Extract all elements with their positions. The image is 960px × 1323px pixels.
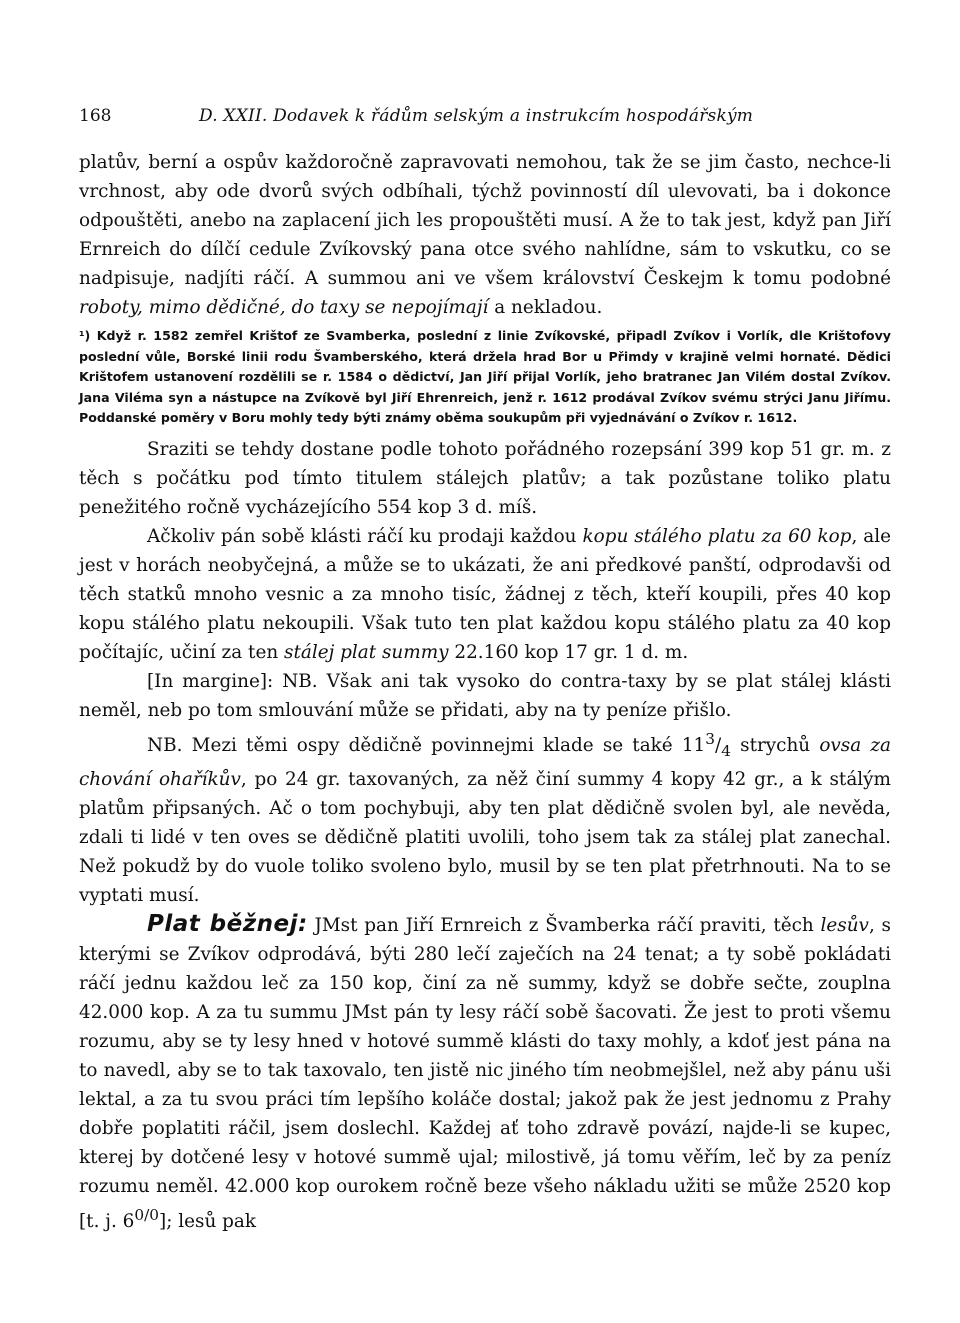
paragraph-plat-beznej [79,910,891,1236]
text-span: platův, berní a ospův každoročně zapravovati nemohou, tak že se jim často, nechce-li vrchnost, aby ode dvorů svých odbíhali, týchž povinností díl ulevovati, ba i dokonce odpouštěti, anebo na zaplacení jich les propouštěti musí. A že to tak jest, když pan Jiří Ernreich do dílčí cedule Zvíkovský pana otce svého nahlídne, sám to vskutku, co se nadpisuje, nadjíti ráčí. A summou ani ve všem království Českejm k tomu podobné [79,152,891,289]
paragraph-intro [79,148,891,322]
footnote-mark: ¹) [79,328,91,343]
italic-span: kopu stálého platu za 60 kop [582,525,852,547]
text-span: , s kterými se Zvíkov odprodává, býti 280 lečí zaječích na 24 tenat; a ty sobě pokládati ráčí jednu každou leč za 150 kop, činí za ně summy, když se dobře sečte, zouplna 42.000 kop. A za tu summu JMst pán ty lesy ráčí sobě šacovati. Že jest to proti všemu rozumu, aby se ty lesy hned v hotové summě klásti do taxy mohly, a kdoť jest pána na to navedl, aby se to tak taxovalo, ten jistě nic jiného tím neobmejšlel, než aby pánu uši lektal, a za tu svou práci tím lepšího koláče dostal; jakož pak že jest jednomu z Prahy dobře poplatiti ráčil, jsem doslechl. Každej ať toho zdravě povází, najde-li se kupec, kterej by dotčené lesy v hotové summě ujal; milostivě, já tomu věřím, leč by za peníz rozumu neměl. 42.000 kop ourokem ročně beze všeho nákladu užiti se může 2520 kop [t. j. 6 [79,915,891,1233]
running-header [79,100,891,136]
text-span: JMst pan Jiří Ernreich z Švamberka ráčí praviti, těch [307,915,821,937]
paragraph-in-margine: [In margine]: NB. Však ani tak vysoko do contra-taxy by se plat stálej klásti neměl, neb po tom smlouvání může se přidati, aby na ty peníze přišlo. [79,670,891,721]
body-text [79,148,891,322]
paragraph-sraziti: Sraziti se tehdy dostane podle tohoto pořádného rozepsání 399 kop 51 gr. m. z těch s počátku pod tímto titulem stálejch platův; a tak pozůstane toliko platu penežitého ročně vycházejícího 554 kop 3 d. míš. [79,438,891,518]
fraction-denominator: 4 [721,741,731,760]
percent-sign: 0/0 [134,1206,160,1225]
section-label: Plat běžnej: [147,911,308,938]
running-title: D. XXII. Dodavek k řádům selským a instrukcím hospodářským [199,106,754,126]
text-span: , po 24 gr. taxovaných, za něž činí summy 4 kopy 42 gr., a k stálým platům připsaných. Ač o tom pochybuji, aby ten plat dědičně svolen byl, ale nevěda, zdali ti lidé v ten oves se dědičně platiti uvolili, toho jsem tak za stálej plat zanechal. Než pokudž by do vuole toliko svoleno bylo, musil by se ten plat přetrhnouti. Na to se vyptati musí. [79,769,891,907]
text-span: 22.160 kop 17 gr. 1 d. m. [448,641,689,663]
footnote-body: Když r. 1582 zemřel Krištof ze Svamberka, poslední z linie Zvíkovské, připadl Zvíkov i Vorlík, dle Krištofovy poslední vůle, Borské linii rodu Švamberského, která držela hrad Bor u Přimdy v krajině velmi hornaté. Dědici Krištofem ustanovení rozdělili se r. 1584 o dědictví, Jan Jiří přijal Vorlík, jeho bratranec Jan Vilém dostal Zvíkov. Jana Viléma syn a nástupce na Zvíkově byl Jiří Ehrenreich, jenž r. 1612 prodával Zvíkov svému strýci Janu Jiřímu. Poddanské poměry v Boru mohly tedy býti známy oběma soukupům při vyjednávání o Zvíkov r. 1612. [79,328,891,425]
italic-span: roboty, mimo dědičné, do taxy se nepojímají [79,297,489,318]
page-number: 168 [79,106,112,126]
italic-span: stálej plat summy [284,641,449,663]
paragraph-nb: NB. Mezi těmi ospy dědičně povinnejmi klade se také $11^3/_4$ strychů ovsa za chování ohaříkův, po 24 gr. taxovaných, za něž činí summy 4 kopy 42 gr., a k stálým platům připsaných. Ač o tom pochybuji, aby ten plat dědičně svolen byl, ale nevěda, zdali ti lidé v ten oves se dědičně platiti uvolili, toho jsem tak za stálej plat zanechal. Než pokudž by do vuole toliko svoleno bylo, musil by se ten plat přetrhnouti. Na to se vyptati musí. [79,729,891,907]
footnote-text [79,326,891,429]
footnote [79,326,891,429]
text-span: ]; lesů pak [159,1211,257,1233]
body-text-main [79,435,891,1237]
paragraph-ackoliv [79,522,891,667]
fraction-numerator: 3 [705,729,716,748]
page [79,100,891,1236]
text-span: NB. Mezi těmi ospy dědičně povinnejmi klade se také 11 [147,734,706,756]
italic-span: lesův [820,915,869,937]
italic-span: ovsa za chování ohaříkův [79,734,891,791]
text-span: , ale jest v horách neobyčejná, a může se to ukázati, že ani předkové panští, odprodavši od těch statků mnoho vesnic a za mnoho tisíc, žádnej z těch, kteří koupili, přes 40 kop kopu stálého platu nekoupili. Však tuto ten plat každou kopu stálého platu za 40 kop počítajíc, učiní za ten [79,525,892,663]
text-span: a nekladou. [488,297,603,318]
text-span: Ačkoliv pán sobě klásti ráčí ku prodaji každou [147,525,583,547]
text-span: strychů [730,734,820,756]
